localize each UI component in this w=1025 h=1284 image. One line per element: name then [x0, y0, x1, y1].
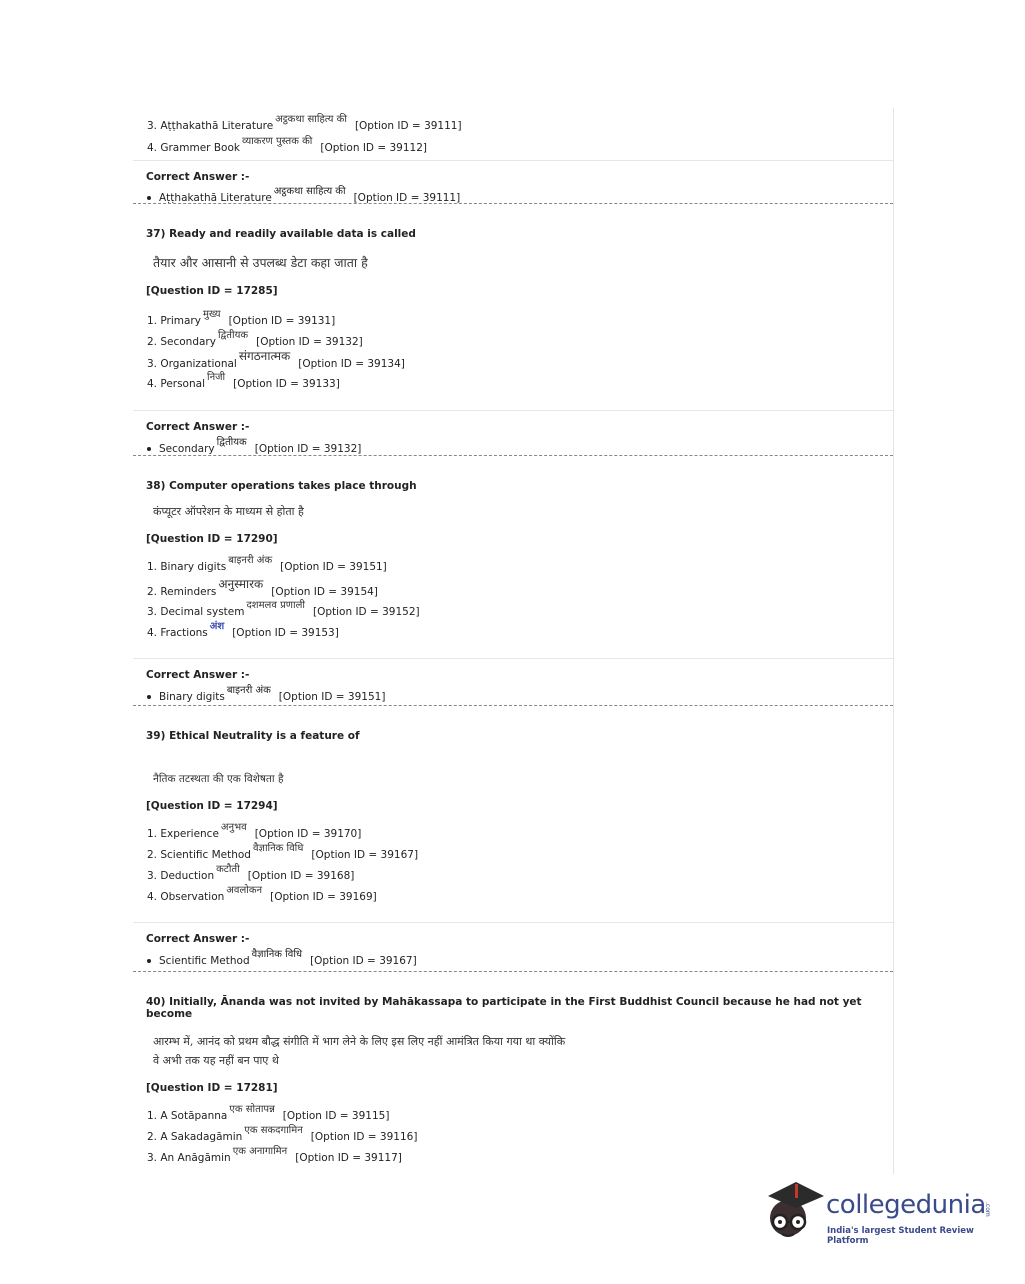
- question-hindi: नैतिक तटस्थता की एक विशेषता है: [153, 773, 284, 785]
- option-3: 3. Decimal systemदशमलव प्रणाली[Option ID = 39152]: [147, 600, 420, 618]
- correct-answer-heading: Correct Answer :-: [146, 171, 250, 183]
- option-1: 1. A Sotāpannaएक सोतापन्न[Option ID = 39115]: [147, 1104, 390, 1122]
- q39-correct-answer: Correct Answer :- Scientific Methodवैज्ञानिक विधि[Option ID = 39167]: [133, 922, 893, 972]
- option-1: 1. Experienceअनुभव[Option ID = 39170]: [147, 822, 362, 840]
- option-id: [Option ID = 39112]: [320, 142, 427, 154]
- option-hindi: अट्ठकथा साहित्य की: [275, 114, 347, 125]
- answer-hindi: अट्ठकथा साहित्य की: [273, 186, 346, 197]
- bullet-icon: [147, 695, 151, 699]
- answer-item: Binary digitsबाइनरी अंक[Option ID = 39151]: [133, 689, 893, 703]
- question-id: [Question ID = 17290]: [146, 533, 278, 545]
- option-3: 3. Organizationalसंगठनात्मक[Option ID = 39134]: [147, 349, 405, 370]
- collegedunia-logo[interactable]: [766, 1178, 996, 1248]
- question-37: [133, 204, 893, 410]
- question-38: [133, 456, 893, 658]
- question-id: [Question ID = 17294]: [146, 800, 278, 812]
- option-2: 2. A Sakadagāminएक सकदगामिन[Option ID = 39116]: [147, 1125, 418, 1143]
- option-list: [133, 824, 893, 908]
- answer-item: [133, 186, 893, 204]
- bullet-icon: [147, 959, 151, 963]
- q36-option-4: [133, 138, 893, 160]
- option-3: 3. Deductionकटौती[Option ID = 39168]: [147, 864, 355, 882]
- option-list: [133, 1106, 893, 1169]
- option-2: 2. Remindersअनुस्मारक[Option ID = 39154]: [147, 577, 378, 598]
- mascot-icon: [766, 1178, 824, 1248]
- option-1: 1. Primaryमुख्य[Option ID = 39131]: [147, 309, 336, 327]
- question-hindi-line-1: आरम्भ में, आनंद को प्रथम बौद्ध संगीति में भाग लेने के लिए इस लिए नहीं आमंत्रित किया गया था क्योंकि: [153, 1035, 566, 1048]
- question-id: [Question ID = 17281]: [146, 1082, 278, 1094]
- q37-correct-answer: Correct Answer :- Secondaryद्वितीयक[Option ID = 39132]: [133, 410, 893, 456]
- option-2: 2. Secondaryद्वितीयक[Option ID = 39132]: [147, 330, 363, 348]
- question-hindi: कंप्यूटर ऑपरेशन के माध्यम से होता है: [153, 505, 304, 518]
- option-label: 3. Aṭṭhakathā Literature: [147, 120, 274, 132]
- q36-correct-answer: [133, 160, 893, 204]
- option-1: 1. Binary digitsबाइनरी अंक[Option ID = 39151]: [147, 555, 387, 573]
- answer-item: Secondaryद्वितीयक[Option ID = 39132]: [133, 441, 893, 455]
- option-list: [133, 557, 893, 644]
- question-title: 40) Initially, Ānanda was not invited by Mahākassapa to participate in the First Buddhist Council because he had not yet become: [146, 996, 862, 1020]
- question-title: 39) Ethical Neutrality is a feature of: [146, 730, 360, 742]
- logo-domain: .com: [984, 1202, 991, 1217]
- option-list: [133, 311, 893, 395]
- option-4: 4. Personalनिजी[Option ID = 39133]: [147, 372, 340, 390]
- bullet-icon: [147, 196, 151, 200]
- option-label: 4. Grammer Book: [147, 142, 240, 154]
- question-39: [133, 706, 893, 922]
- question-40: [133, 972, 893, 1169]
- answer-option-id: [Option ID = 39111]: [353, 192, 461, 204]
- option-2: 2. Scientific Methodवैज्ञानिक विधि[Option ID = 39167]: [147, 843, 419, 861]
- q36-tail: [133, 108, 893, 160]
- question-paper: [133, 108, 894, 1174]
- answer-item: Scientific Methodवैज्ञानिक विधि[Option ID = 39167]: [133, 953, 893, 967]
- question-title: 38) Computer operations takes place through: [146, 480, 417, 492]
- logo-wordmark: collegedunia: [826, 1190, 986, 1220]
- question-hindi-line-2: वे अभी तक यह नहीं बन पाए थे: [153, 1054, 279, 1067]
- question-title: 37) Ready and readily available data is called: [146, 228, 416, 240]
- option-3: 3. An Anāgāminएक अनागामिन[Option ID = 39117]: [147, 1146, 402, 1164]
- q36-option-3: [133, 116, 893, 138]
- option-hindi: व्याकरण पुस्तक की: [241, 136, 313, 147]
- q38-correct-answer: Correct Answer :- Binary digitsबाइनरी अंक[Option ID = 39151]: [133, 658, 893, 706]
- option-id: [Option ID = 39111]: [354, 120, 462, 132]
- option-4: 4. Fractionsअंश[Option ID = 39153]: [147, 621, 339, 639]
- option-4: 4. Observationअवलोकन[Option ID = 39169]: [147, 885, 377, 903]
- answer-label: Aṭṭhakathā Literature: [159, 192, 272, 204]
- question-id: [Question ID = 17285]: [146, 285, 278, 297]
- logo-tagline: India's largest Student Review Platform: [827, 1226, 974, 1246]
- bullet-icon: [147, 447, 151, 451]
- question-hindi: तैयार और आसानी से उपलब्ध डेटा कहा जाता है: [153, 255, 368, 270]
